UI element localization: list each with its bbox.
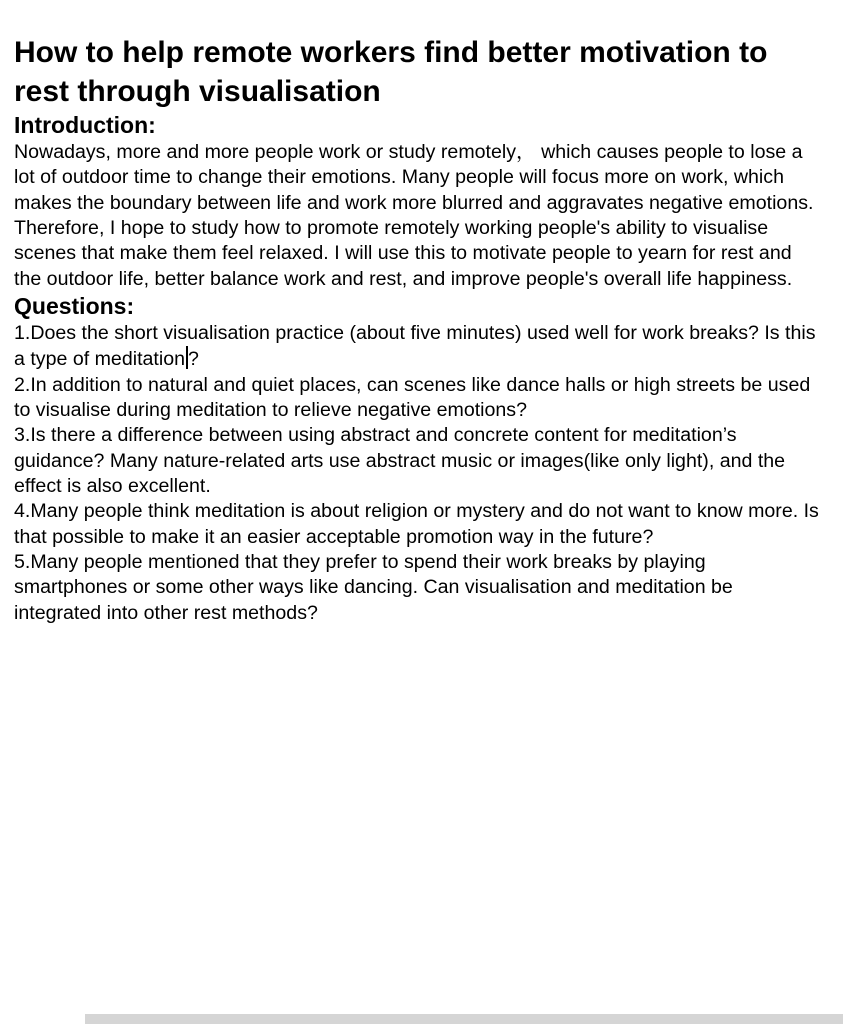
question-item-3: 3.Is there a difference between using abstract and concrete content for meditation’s guidance? Many nature-related arts use abstract music or images(like only light), and the effect is also excellent. bbox=[14, 424, 791, 497]
question-1-text-before-cursor: 1.Does the short visualisation practice (about five minutes) used well for work breaks? Is this a type of meditation bbox=[14, 321, 821, 371]
questions-heading: Questions: bbox=[14, 292, 135, 319]
bottom-gray-bar bbox=[85, 1014, 843, 1024]
question-item-5: 5.Many people mentioned that they prefer to spend their work breaks by playing smartphones or some other ways like dancing. Can visualisation and meditation be integrated into other rest methods? bbox=[14, 550, 739, 624]
question-item-1 bbox=[14, 321, 821, 373]
introduction-paragraph: Nowadays, more and more people work or study remotely， which causes people to lose a lot of outdoor time to change their emotions. Many people will focus more on work, which makes the boundary between life and work more blurred and aggravates negative emotions. Therefore, I hope to study how to promote remotely working people's ability to visualise scenes that make them feel relaxed. I will use this to motivate people to yearn for rest and the outdoor life, better balance work and rest, and improve people's overall life happiness. bbox=[14, 141, 819, 290]
question-item-2: 2.In addition to natural and quiet places, can scenes like dance halls or high streets be used to visualise during meditation to relieve negative emotions? bbox=[14, 373, 816, 421]
question-item-4: 4.Many people think meditation is about religion or mystery and do not want to know more. Is that possible to make it an easier acceptable promotion way in the future? bbox=[14, 500, 825, 548]
question-1-text-after-cursor: ? bbox=[188, 348, 199, 371]
document-title: How to help remote workers find better motivation to rest through visualisation bbox=[14, 36, 768, 108]
introduction-heading: Introduction: bbox=[14, 112, 156, 138]
